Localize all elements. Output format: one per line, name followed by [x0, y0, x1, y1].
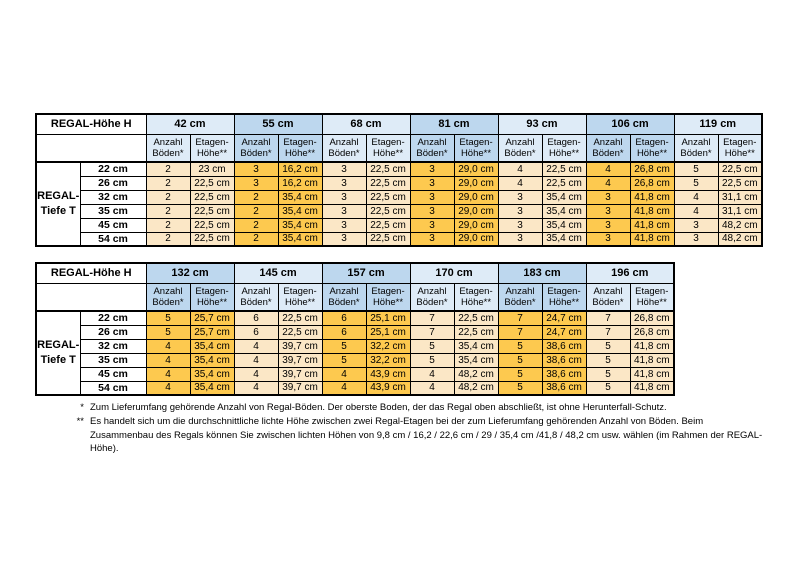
subheader-etagen-hoehe: Etagen- Höhe** [366, 134, 410, 162]
cell-anzahl-boeden: 3 [586, 204, 630, 218]
cell-etagen-hoehe: 29,0 cm [454, 232, 498, 246]
cell-anzahl-boeden: 4 [146, 353, 190, 367]
cell-anzahl-boeden: 3 [498, 218, 542, 232]
cell-anzahl-boeden: 3 [498, 204, 542, 218]
cell-anzahl-boeden: 3 [586, 232, 630, 246]
cell-etagen-hoehe: 22,5 cm [718, 176, 762, 190]
cell-anzahl-boeden: 3 [498, 190, 542, 204]
cell-anzahl-boeden: 7 [410, 311, 454, 325]
cell-anzahl-boeden: 3 [410, 232, 454, 246]
column-header: 119 cm [674, 114, 762, 134]
cell-etagen-hoehe: 26,8 cm [630, 311, 674, 325]
cell-anzahl-boeden: 3 [410, 218, 454, 232]
cell-anzahl-boeden: 5 [146, 325, 190, 339]
cell-anzahl-boeden: 2 [234, 232, 278, 246]
subheader-etagen-hoehe: Etagen- Höhe** [366, 283, 410, 311]
cell-etagen-hoehe: 35,4 cm [278, 218, 322, 232]
cell-etagen-hoehe: 31,1 cm [718, 190, 762, 204]
cell-etagen-hoehe: 22,5 cm [454, 311, 498, 325]
cell-etagen-hoehe: 26,8 cm [630, 176, 674, 190]
row-label-depth: 35 cm [80, 204, 146, 218]
cell-etagen-hoehe: 29,0 cm [454, 162, 498, 176]
cell-etagen-hoehe: 35,4 cm [190, 353, 234, 367]
subheader-etagen-hoehe: Etagen- Höhe** [190, 134, 234, 162]
footnote-2-marker: ** [76, 416, 84, 428]
cell-etagen-hoehe: 23 cm [190, 162, 234, 176]
cell-etagen-hoehe: 35,4 cm [278, 204, 322, 218]
subheader-anzahl-boeden: Anzahl Böden* [498, 283, 542, 311]
cell-etagen-hoehe: 48,2 cm [454, 367, 498, 381]
row-label-depth: 22 cm [80, 311, 146, 325]
cell-anzahl-boeden: 7 [498, 325, 542, 339]
cell-anzahl-boeden: 4 [146, 339, 190, 353]
cell-etagen-hoehe: 24,7 cm [542, 311, 586, 325]
cell-etagen-hoehe: 38,6 cm [542, 353, 586, 367]
cell-anzahl-boeden: 3 [410, 162, 454, 176]
cell-etagen-hoehe: 48,2 cm [454, 381, 498, 395]
cell-etagen-hoehe: 22,5 cm [278, 311, 322, 325]
cell-etagen-hoehe: 35,4 cm [454, 339, 498, 353]
cell-etagen-hoehe: 22,5 cm [190, 190, 234, 204]
cell-anzahl-boeden: 3 [234, 176, 278, 190]
footnote-2-text: Es handelt sich um die durchschnittliche lichte Höhe zwischen zwei Regal-Etagen bei der zum Lieferumfang gehörenden Anzahl von Böden. Beim Zusammenbau des Regals können Sie zwischen lichten Höhen von 9,8 cm / 16,2 / 22,6 cm / 29 / 35,4 cm /41,8 / 48,2 cm usw. wählen (im Rahmen der REGAL-Höhe). [90, 416, 763, 455]
cell-etagen-hoehe: 29,0 cm [454, 176, 498, 190]
subheader-anzahl-boeden: Anzahl Böden* [586, 134, 630, 162]
cell-anzahl-boeden: 3 [322, 232, 366, 246]
cell-etagen-hoehe: 41,8 cm [630, 218, 674, 232]
cell-anzahl-boeden: 7 [586, 325, 630, 339]
column-header: 132 cm [146, 263, 234, 283]
cell-anzahl-boeden: 5 [674, 162, 718, 176]
cell-anzahl-boeden: 3 [586, 190, 630, 204]
cell-etagen-hoehe: 35,4 cm [542, 232, 586, 246]
cell-anzahl-boeden: 4 [498, 162, 542, 176]
cell-etagen-hoehe: 39,7 cm [278, 353, 322, 367]
cell-anzahl-boeden: 2 [146, 204, 190, 218]
column-header: 145 cm [234, 263, 322, 283]
cell-anzahl-boeden: 3 [410, 190, 454, 204]
subheader-etagen-hoehe: Etagen- Höhe** [190, 283, 234, 311]
cell-etagen-hoehe: 41,8 cm [630, 190, 674, 204]
cell-anzahl-boeden: 4 [234, 353, 278, 367]
subheader-etagen-hoehe: Etagen- Höhe** [630, 134, 674, 162]
column-header: 55 cm [234, 114, 322, 134]
cell-anzahl-boeden: 3 [674, 232, 718, 246]
cell-anzahl-boeden: 3 [586, 218, 630, 232]
cell-etagen-hoehe: 25,1 cm [366, 325, 410, 339]
subheader-empty-cell [36, 283, 146, 311]
regal-table-1 [35, 113, 763, 247]
subheader-anzahl-boeden: Anzahl Böden* [234, 134, 278, 162]
cell-anzahl-boeden: 6 [234, 325, 278, 339]
table-corner-title: REGAL-Höhe H [36, 114, 146, 134]
cell-anzahl-boeden: 4 [234, 367, 278, 381]
cell-etagen-hoehe: 35,4 cm [454, 353, 498, 367]
cell-etagen-hoehe: 39,7 cm [278, 367, 322, 381]
cell-anzahl-boeden: 4 [322, 381, 366, 395]
cell-etagen-hoehe: 39,7 cm [278, 381, 322, 395]
table-corner-title: REGAL-Höhe H [36, 263, 146, 283]
row-label-depth: 35 cm [80, 353, 146, 367]
subheader-etagen-hoehe: Etagen- Höhe** [718, 134, 762, 162]
subheader-empty-cell [36, 134, 146, 162]
cell-etagen-hoehe: 41,8 cm [630, 339, 674, 353]
cell-etagen-hoehe: 48,2 cm [718, 218, 762, 232]
subheader-anzahl-boeden: Anzahl Böden* [674, 134, 718, 162]
subheader-anzahl-boeden: Anzahl Böden* [234, 283, 278, 311]
cell-etagen-hoehe: 43,9 cm [366, 367, 410, 381]
cell-anzahl-boeden: 4 [674, 190, 718, 204]
subheader-anzahl-boeden: Anzahl Böden* [322, 283, 366, 311]
cell-etagen-hoehe: 38,6 cm [542, 367, 586, 381]
footnote-1 [64, 401, 766, 414]
cell-anzahl-boeden: 5 [586, 339, 630, 353]
cell-etagen-hoehe: 32,2 cm [366, 339, 410, 353]
cell-etagen-hoehe: 22,5 cm [542, 162, 586, 176]
cell-anzahl-boeden: 7 [410, 325, 454, 339]
column-header: 93 cm [498, 114, 586, 134]
cell-anzahl-boeden: 3 [322, 176, 366, 190]
row-group-label: REGAL- Tiefe T [36, 162, 80, 246]
cell-anzahl-boeden: 3 [322, 204, 366, 218]
cell-etagen-hoehe: 35,4 cm [190, 367, 234, 381]
subheader-etagen-hoehe: Etagen- Höhe** [278, 134, 322, 162]
cell-anzahl-boeden: 4 [586, 176, 630, 190]
row-label-depth: 26 cm [80, 176, 146, 190]
cell-etagen-hoehe: 43,9 cm [366, 381, 410, 395]
cell-etagen-hoehe: 22,5 cm [278, 325, 322, 339]
cell-etagen-hoehe: 35,4 cm [542, 218, 586, 232]
subheader-etagen-hoehe: Etagen- Höhe** [542, 283, 586, 311]
footnote-2 [64, 415, 766, 455]
cell-etagen-hoehe: 22,5 cm [366, 162, 410, 176]
cell-etagen-hoehe: 16,2 cm [278, 176, 322, 190]
footnotes-block [64, 401, 766, 457]
cell-anzahl-boeden: 4 [674, 204, 718, 218]
cell-etagen-hoehe: 22,5 cm [366, 204, 410, 218]
column-header: 157 cm [322, 263, 410, 283]
cell-anzahl-boeden: 4 [410, 367, 454, 381]
cell-anzahl-boeden: 6 [234, 311, 278, 325]
cell-anzahl-boeden: 3 [322, 218, 366, 232]
subheader-etagen-hoehe: Etagen- Höhe** [542, 134, 586, 162]
cell-etagen-hoehe: 35,4 cm [190, 339, 234, 353]
cell-etagen-hoehe: 41,8 cm [630, 353, 674, 367]
cell-anzahl-boeden: 5 [322, 339, 366, 353]
cell-anzahl-boeden: 5 [410, 339, 454, 353]
cell-anzahl-boeden: 5 [146, 311, 190, 325]
cell-anzahl-boeden: 5 [498, 339, 542, 353]
cell-anzahl-boeden: 4 [146, 381, 190, 395]
cell-etagen-hoehe: 48,2 cm [718, 232, 762, 246]
cell-anzahl-boeden: 4 [586, 162, 630, 176]
cell-etagen-hoehe: 22,5 cm [190, 232, 234, 246]
cell-etagen-hoehe: 41,8 cm [630, 232, 674, 246]
cell-etagen-hoehe: 22,5 cm [366, 190, 410, 204]
column-header: 42 cm [146, 114, 234, 134]
cell-etagen-hoehe: 25,7 cm [190, 325, 234, 339]
cell-etagen-hoehe: 22,5 cm [366, 232, 410, 246]
row-label-depth: 45 cm [80, 218, 146, 232]
cell-anzahl-boeden: 2 [234, 204, 278, 218]
cell-etagen-hoehe: 22,5 cm [454, 325, 498, 339]
cell-anzahl-boeden: 3 [674, 218, 718, 232]
cell-etagen-hoehe: 38,6 cm [542, 381, 586, 395]
cell-etagen-hoehe: 22,5 cm [190, 204, 234, 218]
cell-etagen-hoehe: 22,5 cm [190, 176, 234, 190]
cell-anzahl-boeden: 7 [498, 311, 542, 325]
cell-anzahl-boeden: 6 [322, 325, 366, 339]
cell-anzahl-boeden: 5 [674, 176, 718, 190]
cell-etagen-hoehe: 26,8 cm [630, 325, 674, 339]
cell-etagen-hoehe: 22,5 cm [190, 218, 234, 232]
cell-etagen-hoehe: 41,8 cm [630, 367, 674, 381]
footnote-1-marker: * [80, 402, 84, 413]
subheader-anzahl-boeden: Anzahl Böden* [146, 283, 190, 311]
cell-anzahl-boeden: 5 [498, 353, 542, 367]
cell-anzahl-boeden: 2 [146, 232, 190, 246]
cell-etagen-hoehe: 38,6 cm [542, 339, 586, 353]
cell-anzahl-boeden: 5 [586, 367, 630, 381]
cell-anzahl-boeden: 3 [410, 204, 454, 218]
cell-etagen-hoehe: 26,8 cm [630, 162, 674, 176]
column-header: 106 cm [586, 114, 674, 134]
row-label-depth: 22 cm [80, 162, 146, 176]
subheader-anzahl-boeden: Anzahl Böden* [322, 134, 366, 162]
row-group-label: REGAL- Tiefe T [36, 311, 80, 395]
cell-etagen-hoehe: 41,8 cm [630, 204, 674, 218]
cell-etagen-hoehe: 35,4 cm [542, 204, 586, 218]
cell-etagen-hoehe: 35,4 cm [278, 232, 322, 246]
cell-anzahl-boeden: 4 [234, 339, 278, 353]
regal-table-2 [35, 262, 675, 396]
cell-etagen-hoehe: 25,7 cm [190, 311, 234, 325]
cell-etagen-hoehe: 29,0 cm [454, 218, 498, 232]
cell-anzahl-boeden: 4 [234, 381, 278, 395]
column-header: 196 cm [586, 263, 674, 283]
subheader-anzahl-boeden: Anzahl Böden* [410, 283, 454, 311]
cell-etagen-hoehe: 35,4 cm [542, 190, 586, 204]
cell-etagen-hoehe: 29,0 cm [454, 190, 498, 204]
cell-anzahl-boeden: 2 [146, 218, 190, 232]
cell-anzahl-boeden: 2 [234, 218, 278, 232]
subheader-anzahl-boeden: Anzahl Böden* [586, 283, 630, 311]
cell-anzahl-boeden: 5 [586, 381, 630, 395]
cell-anzahl-boeden: 5 [586, 353, 630, 367]
cell-etagen-hoehe: 22,5 cm [718, 162, 762, 176]
cell-anzahl-boeden: 4 [498, 176, 542, 190]
cell-anzahl-boeden: 2 [146, 162, 190, 176]
cell-anzahl-boeden: 3 [498, 232, 542, 246]
subheader-etagen-hoehe: Etagen- Höhe** [454, 283, 498, 311]
cell-anzahl-boeden: 3 [322, 190, 366, 204]
cell-etagen-hoehe: 35,4 cm [278, 190, 322, 204]
row-label-depth: 32 cm [80, 339, 146, 353]
cell-etagen-hoehe: 41,8 cm [630, 381, 674, 395]
cell-anzahl-boeden: 5 [498, 381, 542, 395]
row-label-depth: 32 cm [80, 190, 146, 204]
row-label-depth: 45 cm [80, 367, 146, 381]
cell-etagen-hoehe: 29,0 cm [454, 204, 498, 218]
cell-etagen-hoehe: 22,5 cm [542, 176, 586, 190]
cell-anzahl-boeden: 2 [146, 176, 190, 190]
cell-anzahl-boeden: 2 [146, 190, 190, 204]
subheader-anzahl-boeden: Anzahl Böden* [146, 134, 190, 162]
subheader-etagen-hoehe: Etagen- Höhe** [454, 134, 498, 162]
cell-anzahl-boeden: 4 [322, 367, 366, 381]
cell-anzahl-boeden: 4 [410, 381, 454, 395]
column-header: 183 cm [498, 263, 586, 283]
cell-anzahl-boeden: 2 [234, 190, 278, 204]
cell-anzahl-boeden: 3 [234, 162, 278, 176]
footnote-1-text: Zum Lieferumfang gehörende Anzahl von Regal-Böden. Der oberste Boden, der das Regal oben abschließt, ist ohne Herunterfall-Schutz. [90, 402, 667, 413]
cell-etagen-hoehe: 22,5 cm [366, 218, 410, 232]
cell-etagen-hoehe: 25,1 cm [366, 311, 410, 325]
cell-anzahl-boeden: 3 [322, 162, 366, 176]
cell-anzahl-boeden: 5 [498, 367, 542, 381]
column-header: 68 cm [322, 114, 410, 134]
subheader-anzahl-boeden: Anzahl Böden* [498, 134, 542, 162]
cell-etagen-hoehe: 32,2 cm [366, 353, 410, 367]
row-label-depth: 54 cm [80, 232, 146, 246]
cell-etagen-hoehe: 39,7 cm [278, 339, 322, 353]
cell-etagen-hoehe: 24,7 cm [542, 325, 586, 339]
row-label-depth: 26 cm [80, 325, 146, 339]
subheader-anzahl-boeden: Anzahl Böden* [410, 134, 454, 162]
subheader-etagen-hoehe: Etagen- Höhe** [630, 283, 674, 311]
column-header: 170 cm [410, 263, 498, 283]
cell-anzahl-boeden: 7 [586, 311, 630, 325]
row-label-depth: 54 cm [80, 381, 146, 395]
cell-anzahl-boeden: 5 [322, 353, 366, 367]
cell-anzahl-boeden: 3 [410, 176, 454, 190]
cell-anzahl-boeden: 6 [322, 311, 366, 325]
cell-anzahl-boeden: 4 [146, 367, 190, 381]
cell-etagen-hoehe: 22,5 cm [366, 176, 410, 190]
column-header: 81 cm [410, 114, 498, 134]
cell-etagen-hoehe: 16,2 cm [278, 162, 322, 176]
cell-anzahl-boeden: 5 [410, 353, 454, 367]
cell-etagen-hoehe: 31,1 cm [718, 204, 762, 218]
subheader-etagen-hoehe: Etagen- Höhe** [278, 283, 322, 311]
cell-etagen-hoehe: 35,4 cm [190, 381, 234, 395]
